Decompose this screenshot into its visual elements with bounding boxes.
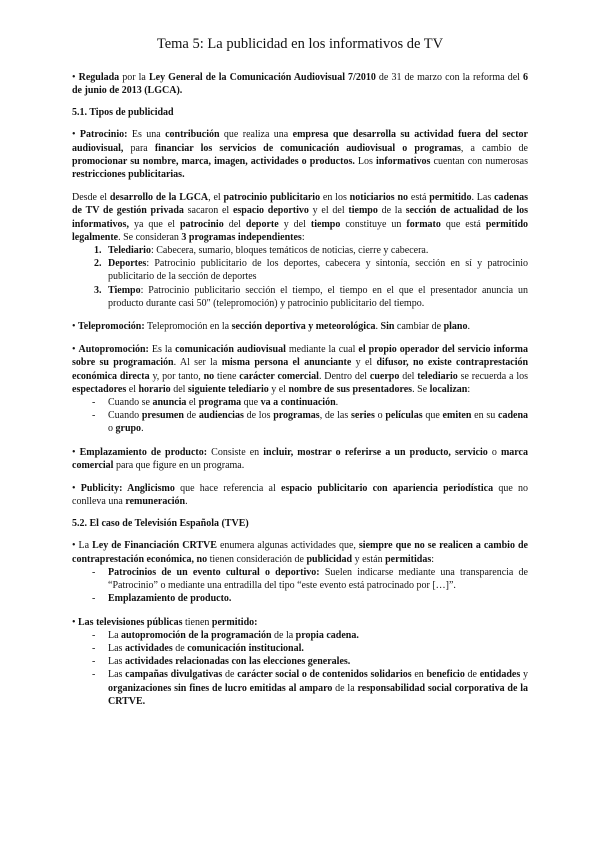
bold-text: Deportes bbox=[108, 258, 147, 270]
bold-text: promocionar su nombre, marca, imagen, actividades o productos. bbox=[72, 155, 355, 167]
autopromocion-paragraph: • Autopromoción: Es la comunicación audiovisual mediante la cual el propio operador del servicio informa sobre su programación. Al ser la misma persona el anunciante y el difusor, no existe contraprestación económica directa y, por tanto, no tiene carácter comercial. Dentro del cuerpo del telediario se recuerda a los espectadores el horario del siguiente telediario y el nombre de sus presentadores. Se localizan: bbox=[72, 344, 529, 395]
list-item: - Las campañas divulgativas de carácter social o de contenidos solidarios en beneficio de entidades y organizaciones sin fines de lucro emitidas al amparo de la responsabilidad social corporativa de la CRTVE. bbox=[72, 668, 528, 708]
bold-text: remuneración bbox=[125, 496, 186, 508]
bold-text: Las televisiones públicas bbox=[78, 616, 183, 628]
list-item: 1. Telediario: Cabecera, sumario, bloques temáticos de noticias, cierre y cabecera. bbox=[94, 245, 429, 257]
bold-text: actividades bbox=[124, 642, 173, 654]
bold-text: Autopromoción: bbox=[78, 344, 149, 356]
ley-financiacion-list bbox=[72, 566, 528, 606]
bold-text: anuncia bbox=[152, 397, 187, 409]
televisiones-list bbox=[72, 629, 528, 708]
bold-text: siguiente telediario bbox=[187, 383, 269, 395]
bold-text: responsabilidad social corporativa de la CRTVE. bbox=[108, 682, 528, 707]
list-item: - Las actividades de comunicación institucional. bbox=[72, 642, 528, 655]
telepromocion-paragraph: • Telepromoción: Telepromoción en la sección deportiva y meteorológica. Sin cambiar de plano. bbox=[72, 321, 470, 333]
autopromocion-list bbox=[72, 396, 528, 436]
bold-text: nombre de sus presentadores bbox=[288, 383, 413, 395]
bold-text: autopromoción de la programación bbox=[121, 629, 272, 641]
bold-text: tiempo bbox=[310, 218, 341, 230]
bold-text: comunicación audiovisual bbox=[175, 344, 286, 356]
list-item: 2. Deportes: Patrocinio publicitario de los deportes, cabecera y sintonía, sección en sí y patrocinio publicitario de la sección de deportes bbox=[94, 258, 528, 283]
bold-text: sección de actualidad de los informativos, bbox=[72, 205, 529, 230]
bold-text: 3 programas independientes bbox=[181, 231, 302, 243]
bold-text: misma persona el anunciante bbox=[221, 357, 352, 369]
bold-text: entidades bbox=[479, 669, 521, 681]
bold-text: Patrocinio: bbox=[79, 129, 128, 141]
list-item: - Cuando se anuncia el programa que va a continuación. bbox=[72, 396, 528, 409]
bold-text: Tiempo bbox=[108, 284, 141, 296]
bold-text: desarrollo de la LGCA bbox=[109, 192, 209, 204]
intro-paragraph: • Regulada por la Ley General de la Comunicación Audiovisual 7/2010 de 31 de marzo con la reforma del 6 de junio de 2013 (LGCA). bbox=[72, 72, 528, 97]
bold-text: películas bbox=[385, 410, 423, 422]
emplazamiento-paragraph: • Emplazamiento de producto: Consiste en incluir, mostrar o referirse a un producto, servicio o marca comercial para que figure en un programa. bbox=[72, 446, 528, 471]
list-number: 2. bbox=[94, 258, 102, 270]
bold-text: permitido: bbox=[211, 616, 258, 628]
page-title: Tema 5: La publicidad en los informativos de TV bbox=[156, 36, 444, 52]
bold-text: cadena bbox=[498, 410, 529, 422]
lgca-paragraph: Desde el desarrollo de la LGCA, el patrocinio publicitario en los noticiarios no está permitido. Las cadenas de TV de gestión privada sacaron el espacio deportivo y el del tiempo de la sección de actualidad de los informativos, ya que el patrocinio del deporte y del tiempo constituye un formato que está permitido legalmente. Se consideran 3 programas independientes: bbox=[72, 192, 529, 243]
list-item: - La autopromoción de la programación de la propia cadena. bbox=[72, 629, 528, 642]
bold-text: tiempo bbox=[348, 205, 378, 217]
list-number: 1. bbox=[94, 245, 102, 257]
bold-text: 6 de junio de 2013 (LGCA). bbox=[72, 72, 528, 97]
list-item: - Las actividades relacionadas con las elecciones generales. bbox=[72, 655, 528, 668]
list-item: - Cuando presumen de audiencias de los programas, de las series o películas que emiten en su cadena o grupo. bbox=[72, 409, 528, 435]
bold-text: formato bbox=[406, 218, 441, 230]
bold-text: publicidad bbox=[306, 553, 353, 565]
bold-text: Publicity: bbox=[80, 483, 123, 495]
bold-text: grupo bbox=[115, 423, 142, 435]
bold-text: Patrocinios de un evento cultural o deportivo: bbox=[108, 566, 320, 578]
bold-text: Regulada bbox=[78, 72, 120, 83]
bold-text: el propio operador del servicio informa sobre su programación bbox=[72, 344, 528, 369]
bold-text: restricciones publicitarias. bbox=[72, 169, 185, 181]
bold-text: espectadores bbox=[72, 383, 127, 395]
publicity-paragraph: • Publicity: Anglicismo que hace referencia al espacio publicitario con apariencia periodística que no conlleva una remuneración. bbox=[72, 483, 528, 508]
bold-text: Telepromoción: bbox=[78, 321, 145, 333]
televisiones-paragraph: • Las televisiones públicas tienen permitido: bbox=[72, 616, 258, 628]
bold-text: patrocinio publicitario bbox=[223, 192, 321, 204]
bold-text: siempre que no se realicen a cambio de contraprestación económica, no bbox=[72, 540, 528, 565]
bold-text: telediario bbox=[417, 370, 458, 382]
bold-text: localizan bbox=[429, 383, 468, 395]
ley-financiacion-paragraph: • La Ley de Financiación CRTVE enumera algunas actividades que, siempre que no se realicen a cambio de contraprestación económica, no tienen consideración de publicidad y están permitidas: bbox=[72, 540, 528, 565]
bold-text: cadenas de TV de gestión privada bbox=[72, 192, 528, 217]
bold-text: horario bbox=[138, 383, 171, 395]
bold-text: patrocinio bbox=[180, 218, 224, 230]
bold-text: contribución bbox=[165, 129, 220, 141]
bold-text: series bbox=[350, 410, 375, 422]
bold-text: cuerpo bbox=[369, 370, 400, 382]
bold-text: carácter comercial bbox=[239, 370, 319, 382]
bold-text: espacio deportivo bbox=[232, 205, 309, 217]
list-item bbox=[72, 592, 528, 605]
section-heading-tve: 5.2. El caso de Televisión Española (TVE) bbox=[72, 518, 249, 530]
patrocinio-paragraph: • Patrocinio: Es una contribución que realiza una empresa que desarrolla su actividad fuera del sector audiovisual, para financiar los servicios de comunicación audiovisual o programas, a cambio de promocionar su nombre, marca, imagen, actividades o productos. Los informativos cuentan con numerosas restricciones publicitarias. bbox=[72, 129, 528, 181]
section-heading-tipos: 5.1. Tipos de publicidad bbox=[72, 107, 174, 119]
bold-text: marca comercial bbox=[72, 446, 528, 471]
bold-text: comunicación institucional. bbox=[187, 642, 304, 654]
bold-text: financiar los servicios de comunicación audiovisual o programas bbox=[154, 142, 461, 154]
bold-text: campañas divulgativas bbox=[125, 669, 223, 681]
bold-text: Emplazamiento de producto: bbox=[79, 446, 208, 458]
bold-text: Ley General de la Comunicación Audiovisual 7/2010 bbox=[148, 72, 376, 83]
bold-text: permitidas bbox=[385, 553, 432, 565]
bold-text: organizaciones sin fines de lucro emitidas al amparo bbox=[108, 682, 333, 694]
bold-text: deporte bbox=[245, 218, 279, 230]
bold-text: programas bbox=[273, 410, 320, 422]
bold-text: presumen bbox=[141, 410, 184, 422]
bold-text: empresa que desarrolla su actividad fuera del sector audiovisual, bbox=[72, 129, 528, 154]
bold-text: emiten bbox=[442, 410, 472, 422]
bold-text: informativos bbox=[376, 155, 431, 167]
bold-text: actividades relacionadas con las elecciones generales. bbox=[124, 656, 351, 668]
bold-text: audiencias bbox=[198, 410, 244, 422]
list-item: - Patrocinios de un evento cultural o deportivo: Suelen indicarse mediante una transparencia de “Patrocinio” o mediante una entradilla del tipo “este evento está patrocinado por […]”. bbox=[72, 566, 528, 592]
bold-text: espacio publicitario con apariencia periodística bbox=[281, 483, 494, 495]
bold-text: programa bbox=[198, 397, 242, 409]
bold-text: no bbox=[203, 370, 215, 382]
bold-text: beneficio bbox=[426, 669, 465, 681]
bold-text: Anglicismo bbox=[122, 483, 175, 495]
list-number: 3. bbox=[94, 284, 102, 296]
bold-text: Sin bbox=[380, 321, 395, 333]
bold-text: sección deportiva y meteorológica bbox=[231, 321, 376, 333]
list-item: 3. Tiempo: Patrocinio publicitario sección el tiempo, el tiempo en el que el presentador anuncia un producto durante casi 50" (telepromoción) y patrocinio publicitario del tiempo. bbox=[94, 284, 528, 309]
bold-text: noticiarios no bbox=[349, 192, 409, 204]
bold-text: carácter social o de contenidos solidarios bbox=[237, 669, 412, 681]
bold-text: permitido legalmente bbox=[72, 218, 529, 243]
bold-text: Telediario bbox=[108, 245, 151, 257]
bold-text: plano bbox=[443, 321, 468, 333]
bold-text: propia cadena. bbox=[295, 629, 359, 641]
bold-text: Emplazamiento de producto. bbox=[108, 593, 232, 605]
bold-text: permitido bbox=[429, 192, 472, 204]
bold-text: incluir, mostrar o referirse a un producto, servicio bbox=[263, 446, 488, 458]
bold-text: Ley de Financiación CRTVE bbox=[92, 540, 217, 552]
bold-text: difusor, no existe contraprestación económica directa bbox=[72, 357, 529, 382]
bold-text: va a continuación bbox=[260, 397, 336, 409]
programs-list bbox=[72, 244, 528, 310]
